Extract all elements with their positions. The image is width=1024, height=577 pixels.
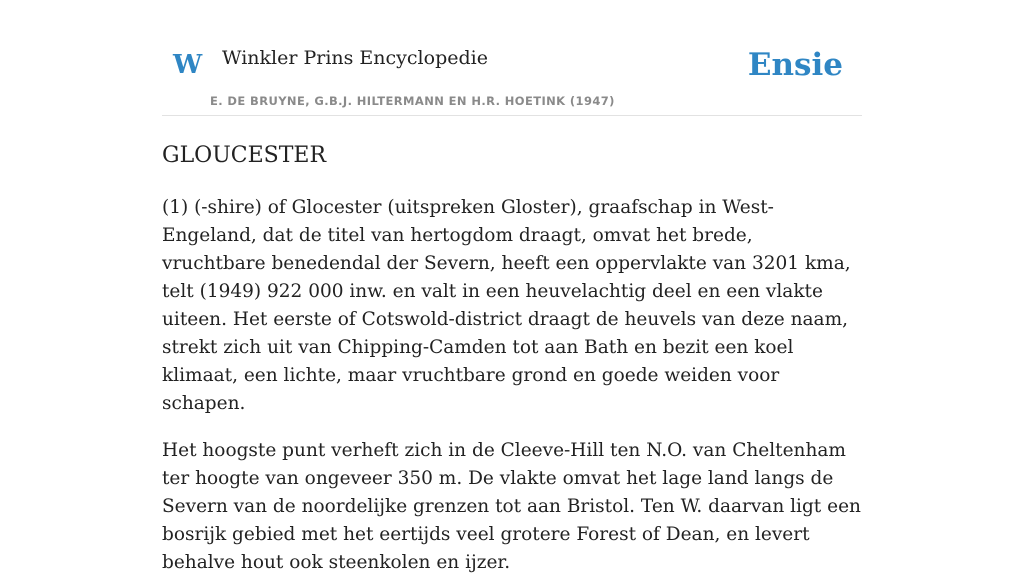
article-headword: GLOUCESTER <box>162 143 327 168</box>
winkler-prins-logo[interactable]: W <box>173 50 203 80</box>
article-paragraph: (1) (-shire) of Glocester (uitspreken Gloster), graafschap in West-Engeland, dat de titel van hertogdom draagt, omvat het brede, vruchtbare benedendal der Severn, heeft een oppervlakte van 3201 kma, telt (1949) 922 000 inw. en valt in een heuvelachtig deel en een vlakte uiteen. Het eerste of Cotswold-district draagt de heuvels van deze naam, strekt zich uit van Chipping-Camden tot aan Bath en bezit een koel klimaat, een lichte, maar vruchtbare grond en goede weiden voor schapen. <box>162 197 851 414</box>
ensie-logo-link[interactable]: Ensie <box>747 47 843 83</box>
source-header <box>162 0 862 116</box>
source-authors: E. DE BRUYNE, G.B.J. HILTERMANN EN H.R. HOETINK (1947) <box>210 94 615 108</box>
source-title[interactable]: Winkler Prins Encyclopedie <box>222 47 488 69</box>
article-paragraph: Het hoogste punt verheft zich in de Cleeve-Hill ten N.O. van Cheltenham ter hoogte van ongeveer 350 m. De vlakte omvat het lage land langs de Severn van de noordelijke grenzen tot aan Bristol. Ten W. daarvan ligt een bosrijk gebied met het eertijds veel grotere Forest of Dean, en levert behalve hout ook steenkolen en ijzer. <box>162 440 861 573</box>
page-column <box>162 0 862 577</box>
